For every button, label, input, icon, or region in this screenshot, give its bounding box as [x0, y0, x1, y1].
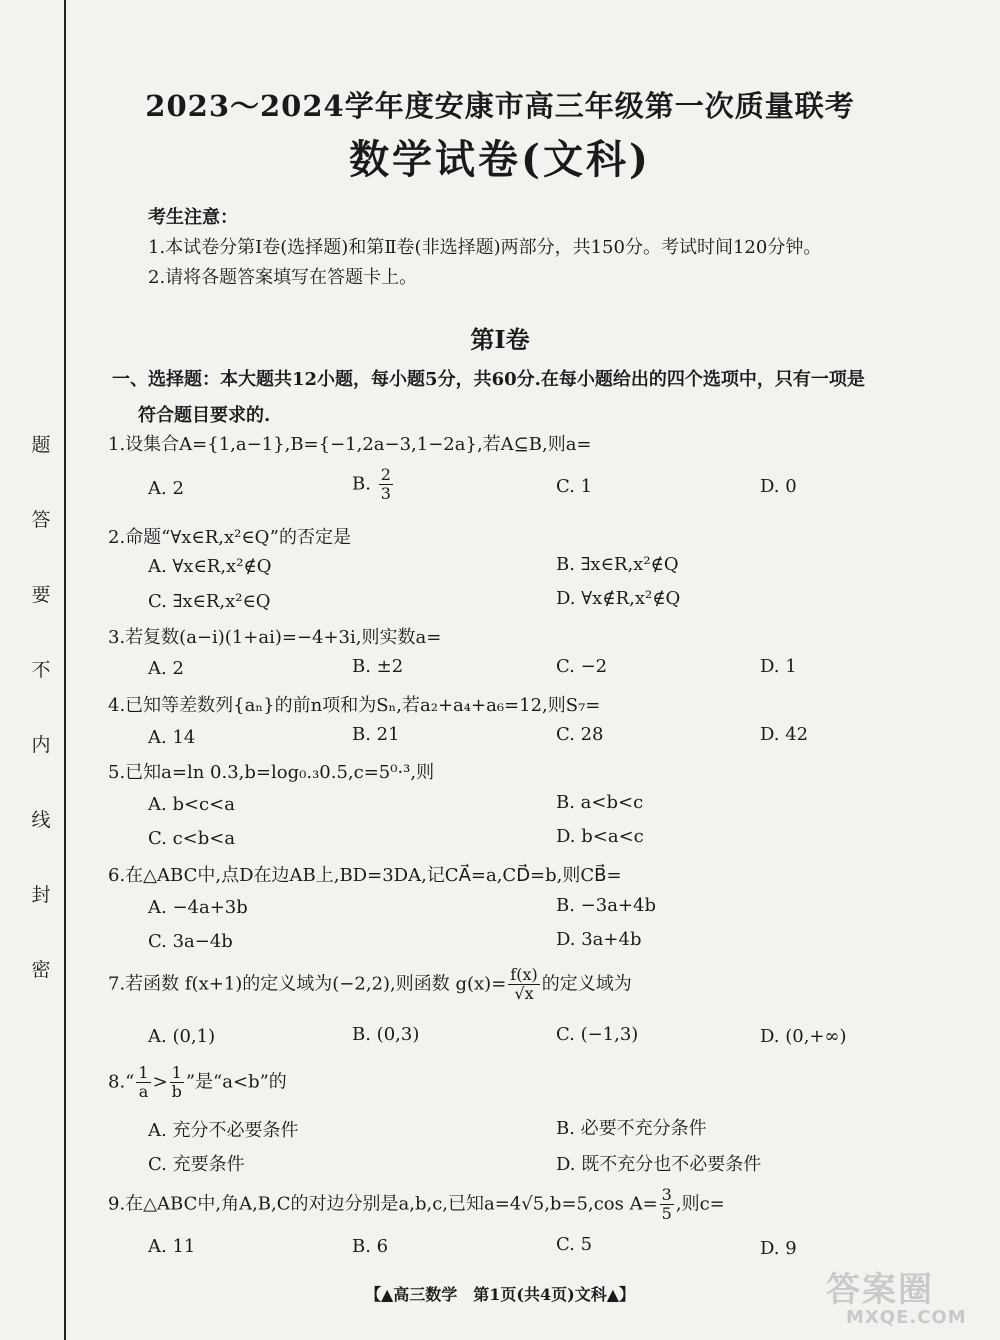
watermark-logo	[826, 1262, 984, 1328]
q2-option-d: D. ∀x∉R,x²∉Q	[556, 588, 681, 609]
fraction-numerator: 1	[138, 1063, 149, 1082]
fraction	[660, 1186, 674, 1223]
question-8-stem	[108, 1064, 287, 1101]
exam-subtitle: 数学试卷(文科)	[349, 136, 651, 183]
q7-option-a: A. (0,1)	[148, 1026, 216, 1047]
margin-char: 不	[31, 659, 51, 681]
question-6-stem: 6.在△ABC中,点D在边AB上,BD=3DA,记CA⃗=a,CD⃗=b,则CB⃗=	[108, 865, 622, 886]
q7-option-c: C. (−1,3)	[556, 1024, 639, 1045]
q3-option-d: D. 1	[760, 656, 797, 677]
q4-option-c: C. 28	[556, 724, 604, 745]
question-2-stem: 2.命题“∀x∈R,x²∈Q”的否定是	[108, 527, 351, 548]
section-line-2: 符合题目要求的.	[138, 405, 271, 426]
q1-option-a: A. 2	[148, 478, 184, 499]
watermark-url: MXQE.COM	[846, 1307, 967, 1328]
q7-option-b: B. (0,3)	[352, 1024, 420, 1045]
q5-option-a: A. b<c<a	[148, 794, 235, 815]
margin-char: 内	[31, 734, 51, 756]
q1-option-d: D. 0	[760, 476, 797, 497]
fraction	[170, 1064, 184, 1101]
fraction-numerator: 1	[171, 1063, 182, 1082]
q8-operator: >	[152, 1071, 168, 1093]
fraction-numerator: 2	[380, 465, 391, 484]
q6-option-a: A. −4a+3b	[148, 897, 248, 918]
q7-stem-end: 的定义域为	[541, 973, 632, 995]
question-4-stem: 4.已知等差数列{aₙ}的前n项和为Sₙ,若a₂+a₄+a₆=12,则S₇=	[108, 695, 601, 716]
q4-option-a: A. 14	[148, 727, 196, 748]
notice-block	[148, 203, 821, 293]
margin-char: 密	[31, 959, 51, 981]
q8-option-d: D. 既不充分也不必要条件	[556, 1154, 762, 1175]
q5-option-d: D. b<a<c	[556, 826, 644, 847]
section-heading	[112, 362, 952, 434]
fraction-numerator: f(x)	[510, 965, 538, 984]
q1-option-c: C. 1	[556, 476, 593, 497]
q9-option-b: B. 6	[352, 1236, 389, 1257]
fraction-denominator: a	[138, 1082, 149, 1101]
margin-char: 要	[31, 584, 51, 606]
fraction-denominator: √x	[514, 984, 534, 1003]
q6-option-b: B. −3a+4b	[556, 895, 656, 916]
question-7-stem	[108, 966, 632, 1003]
question-5-stem: 5.已知a=ln 0.3,b=log₀.₃0.5,c=5⁰·³,则	[108, 762, 435, 783]
q9-option-d: D. 9	[760, 1238, 797, 1259]
q5-option-c: C. c<b<a	[148, 828, 236, 849]
fraction-denominator: b	[171, 1082, 182, 1101]
q3-option-c: C. −2	[556, 656, 608, 677]
exam-title: 2023～2024学年度安康市高三年级第一次质量联考	[145, 89, 855, 123]
q9-stem-end: ,则c=	[675, 1193, 725, 1215]
fraction	[508, 966, 539, 1003]
volume-heading: 第Ⅰ卷	[470, 325, 530, 354]
watermark-text: 答案圈	[826, 1270, 934, 1310]
margin-char: 题	[31, 434, 51, 456]
q9-option-a: A. 11	[148, 1236, 196, 1257]
notice-line-1: 1.本试卷分第Ⅰ卷(选择题)和第Ⅱ卷(非选择题)两部分，共150分。考试时间120分钟。	[148, 237, 822, 258]
margin-char: 答	[31, 509, 51, 531]
q7-stem-start: 7.若函数 f(x+1)的定义域为(−2,2),则函数 g(x)=	[108, 973, 507, 995]
q6-option-d: D. 3a+4b	[556, 929, 642, 950]
q9-option-c: C. 5	[556, 1234, 593, 1255]
q6-option-c: C. 3a−4b	[148, 931, 233, 952]
fraction	[379, 466, 393, 503]
q8-stem-end: ”是“a<b”的	[185, 1071, 287, 1093]
q1-option-b	[352, 466, 395, 503]
q1-option-b-label: B.	[352, 473, 371, 495]
q9-stem-start: 9.在△ABC中,角A,B,C的对边分别是a,b,c,已知a=4√5,b=5,cos A=	[108, 1193, 658, 1215]
question-1-stem: 1.设集合A={1,a−1},B={−1,2a−3,1−2a},若A⊆B,则a=	[108, 434, 592, 455]
q3-option-a: A. 2	[148, 658, 184, 679]
binding-margin-text	[28, 430, 54, 982]
section-line-1: 一、选择题：本大题共12小题，每小题5分，共60分.在每小题给出的四个选项中，只有一项是	[112, 369, 865, 390]
q8-option-c: C. 充要条件	[148, 1154, 245, 1175]
q3-option-b: B. ±2	[352, 656, 404, 677]
fraction	[136, 1064, 150, 1101]
q2-option-a: A. ∀x∈R,x²∉Q	[148, 556, 272, 577]
q4-option-d: D. 42	[760, 724, 809, 745]
page-footer: 【▲高三数学 第1页(共4页)文科▲】	[364, 1285, 636, 1304]
binding-line	[64, 0, 66, 1340]
notice-line-2: 2.请将各题答案填写在答题卡上。	[148, 267, 418, 288]
q8-option-b: B. 必要不充分条件	[556, 1118, 707, 1139]
q8-stem-start: 8.“	[108, 1071, 135, 1093]
q2-option-b: B. ∃x∈R,x²∉Q	[556, 554, 679, 575]
q8-option-a: A. 充分不必要条件	[148, 1120, 299, 1141]
fraction-numerator: 3	[661, 1185, 672, 1204]
q4-option-b: B. 21	[352, 724, 400, 745]
fraction-denominator: 3	[380, 484, 391, 503]
margin-char: 线	[31, 809, 51, 831]
question-3-stem: 3.若复数(a−i)(1+ai)=−4+3i,则实数a=	[108, 627, 442, 648]
q5-option-b: B. a<b<c	[556, 792, 644, 813]
q2-option-c: C. ∃x∈R,x²∈Q	[148, 591, 271, 612]
notice-heading: 考生注意：	[148, 207, 238, 228]
question-9-stem	[108, 1186, 725, 1223]
q7-option-d: D. (0,+∞)	[760, 1026, 847, 1047]
fraction-denominator: 5	[661, 1204, 672, 1223]
margin-char: 封	[31, 884, 51, 906]
